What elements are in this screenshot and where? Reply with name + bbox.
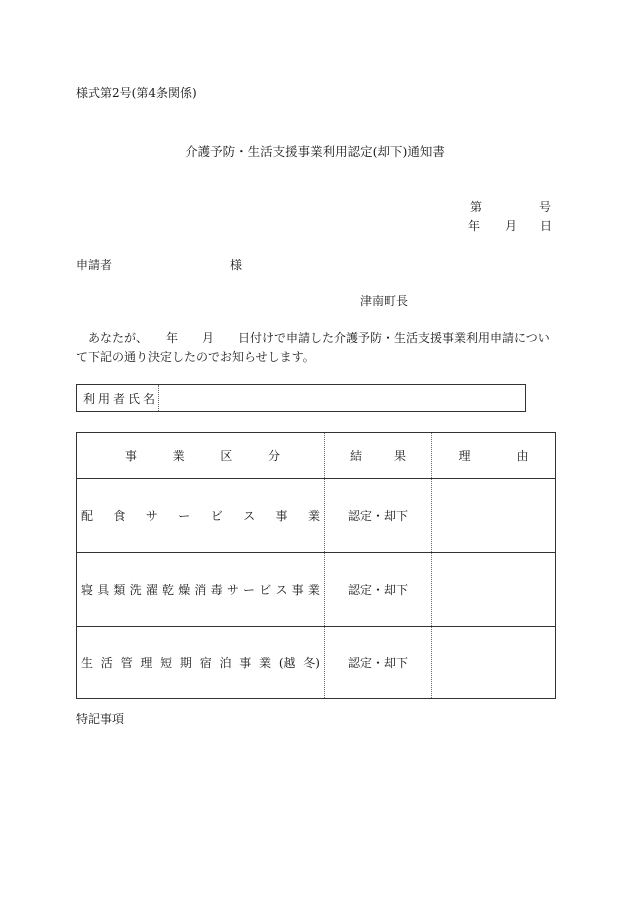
char: ス <box>275 583 288 597</box>
header-category-text <box>81 447 320 464</box>
char: サ <box>145 509 158 523</box>
char: ビ <box>210 509 223 523</box>
char: 由 <box>516 449 529 463</box>
char: 洗 <box>129 583 142 597</box>
body-line-1: あなたが、 年 月 日付けで申請した介護予防・生活支援事業利用申請につい <box>88 331 550 345</box>
row-category <box>77 553 325 626</box>
table-row <box>77 627 555 698</box>
user-name-label: 利用者氏名 <box>77 385 159 411</box>
char: 業 <box>259 656 272 670</box>
char: ビ <box>259 583 272 597</box>
char: 管 <box>120 656 133 670</box>
row-result: 認定・却下 <box>325 553 432 626</box>
table-row <box>77 553 555 627</box>
char: 分 <box>267 449 280 463</box>
char: 理 <box>140 656 153 670</box>
char: 期 <box>179 656 192 670</box>
special-notes-label: 特記事項 <box>76 712 125 726</box>
char: 結 <box>350 449 363 463</box>
user-name-box <box>76 384 526 412</box>
char: 寝 <box>81 583 94 597</box>
char: 区 <box>220 449 233 463</box>
char: 乾 <box>162 583 175 597</box>
char: 配 <box>81 509 94 523</box>
body-line-2: て下記の通り決定したのでお知らせします。 <box>76 350 315 364</box>
char: ー <box>178 509 191 523</box>
number-suffix: 号 <box>539 200 552 214</box>
char: 生 <box>81 656 94 670</box>
category-text <box>81 507 320 524</box>
body-paragraph <box>76 329 554 367</box>
table-row <box>77 479 555 553</box>
char: (越 <box>278 656 296 670</box>
char: 業 <box>307 583 320 597</box>
applicant-label: 申請者 <box>76 258 113 272</box>
char: 果 <box>393 449 406 463</box>
char: 燥 <box>178 583 191 597</box>
char: 業 <box>172 449 185 463</box>
row-reason[interactable] <box>432 479 555 552</box>
header-result-text <box>350 447 406 464</box>
date-year-label: 年 <box>468 219 481 233</box>
header-reason-text <box>459 447 529 464</box>
date-month-label: 月 <box>505 219 518 233</box>
category-text <box>81 581 320 598</box>
row-category <box>77 627 325 698</box>
char: 毒 <box>210 583 223 597</box>
header-category <box>77 433 325 478</box>
service-table <box>76 432 556 699</box>
char: 事 <box>291 583 304 597</box>
char: 事 <box>125 449 138 463</box>
form-number: 様式第2号(第4条関係) <box>76 86 197 100</box>
char: 冬) <box>303 656 320 670</box>
char: 活 <box>100 656 113 670</box>
date-day-label: 日 <box>540 219 553 233</box>
char: サ <box>226 583 239 597</box>
char: ー <box>243 583 256 597</box>
header-result <box>325 433 432 478</box>
char: 業 <box>307 509 320 523</box>
row-reason[interactable] <box>432 553 555 626</box>
issuer-title: 津南町長 <box>360 294 409 308</box>
char: 消 <box>194 583 207 597</box>
category-text <box>81 654 320 671</box>
row-result: 認定・却下 <box>325 627 432 698</box>
row-result: 認定・却下 <box>325 479 432 552</box>
char: 具 <box>97 583 110 597</box>
number-label: 第 <box>470 200 483 214</box>
row-reason[interactable] <box>432 627 555 698</box>
table-header-row <box>77 433 555 479</box>
header-reason <box>432 433 555 478</box>
char: 短 <box>160 656 173 670</box>
applicant-honorific: 様 <box>230 258 243 272</box>
user-name-field[interactable] <box>159 385 525 411</box>
document-title: 介護予防・生活支援事業利用認定(却下)通知書 <box>185 144 445 159</box>
char: 食 <box>113 509 126 523</box>
char: 理 <box>458 449 471 463</box>
char: 事 <box>239 656 252 670</box>
char: 事 <box>275 509 288 523</box>
char: 泊 <box>219 656 232 670</box>
row-category <box>77 479 325 552</box>
char: ス <box>243 509 256 523</box>
char: 濯 <box>145 583 158 597</box>
char: 類 <box>113 583 126 597</box>
char: 宿 <box>199 656 212 670</box>
